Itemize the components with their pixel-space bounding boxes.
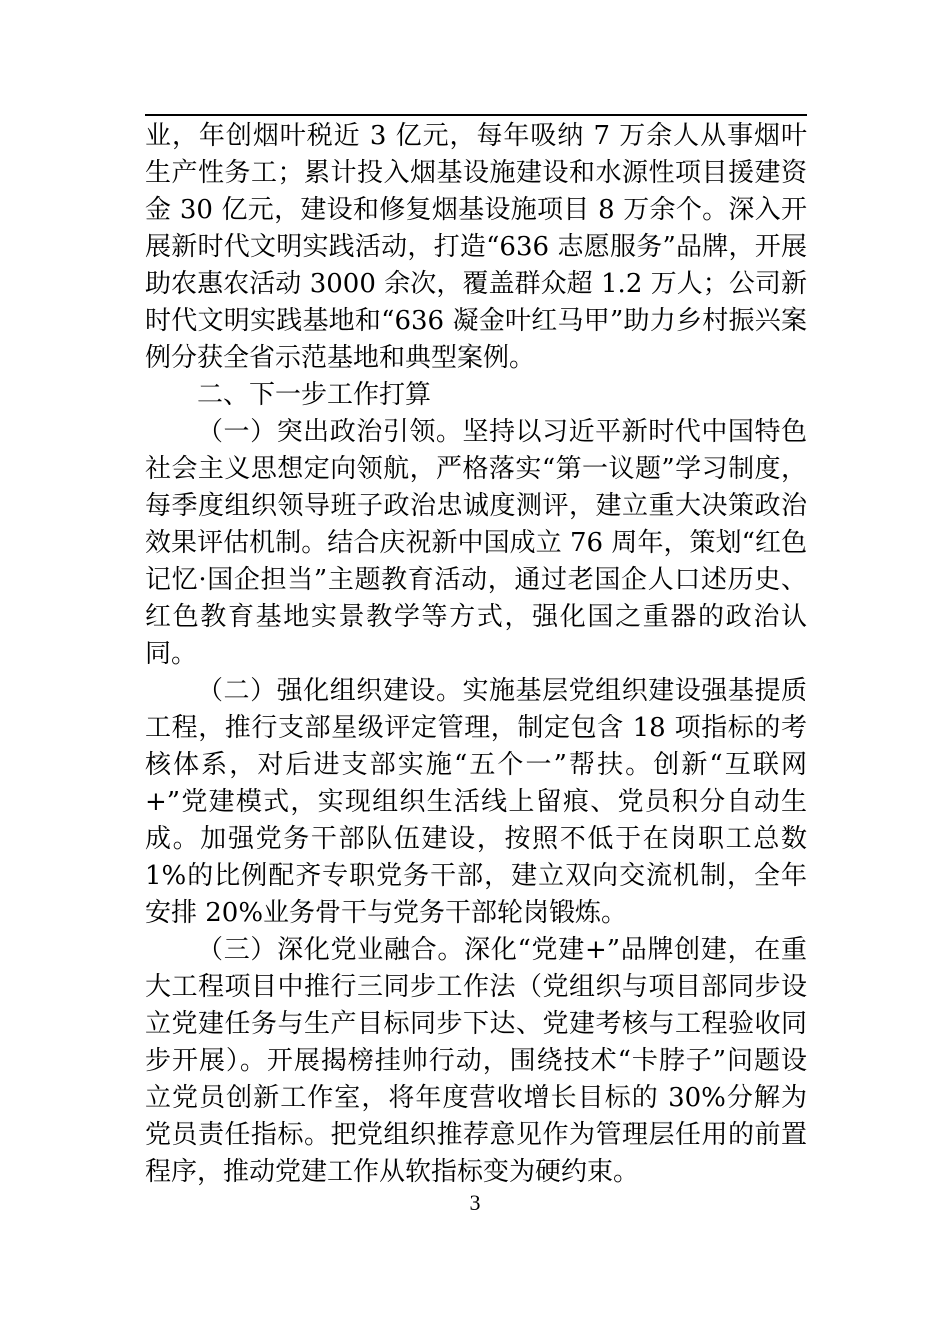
page-number: 3: [469, 1190, 481, 1215]
paragraph-organization-building: （二）强化组织建设。实施基层党组织建设强基提质工程，推行支部星级评定管理，制定包含 18 项指标的考核体系，对后进支部实施“五个一”帮扶。创新“互联网+”党建模式，实现组织生活线上留痕、党员积分自动生成。加强党务干部队伍建设，按照不低于在岗职工总数 1%的比例配齐专职党务干部，建立双向交流机制，全年安排 20%业务骨干与党务干部轮岗锻炼。: [145, 676, 807, 928]
paragraph-continuation: 业，年创烟叶税近 3 亿元，每年吸纳 7 万余人从事烟叶生产性务工；累计投入烟基设施建设和水源性项目援建资金 30 亿元，建设和修复烟基设施项目 8 万余个。深入开展新时代文明实践活动，打造“636 志愿服务”品牌，开展助农惠农活动 3000 余次，覆盖群众超 1.2 万人；公司新时代文明实践基地和“636 凝金叶红马甲”助力乡村振兴案例分获全省示范基地和典型案例。: [145, 121, 807, 373]
paragraph-political-leadership: （一）突出政治引领。坚持以习近平新时代中国特色社会主义思想定向领航，严格落实“第一议题”学习制度，每季度组织领导班子政治忠诚度测评，建立重大决策政治效果评估机制。结合庆祝新中国成立 76 周年，策划“红色记忆·国企担当”主题教育活动，通过老国企人口述历史、红色教育基地实景教学等方式，强化国之重器的政治认同。: [145, 417, 807, 669]
document-body: [145, 118, 807, 1191]
section-heading: 二、下一步工作打算: [197, 380, 432, 410]
paragraph-party-business-integration: （三）深化党业融合。深化“党建+”品牌创建，在重大工程项目中推行三同步工作法（党组织与项目部同步设立党建任务与生产目标同步下达、党建考核与工程验收同步开展）。开展揭榜挂帅行动，围绕技术“卡脖子”问题设立党员创新工作室，将年度营收增长目标的 30%分解为党员责任指标。把党组织推荐意见作为管理层任用的前置程序，推动党建工作从软指标变为硬约束。: [145, 935, 807, 1187]
header-rule: [145, 114, 807, 116]
